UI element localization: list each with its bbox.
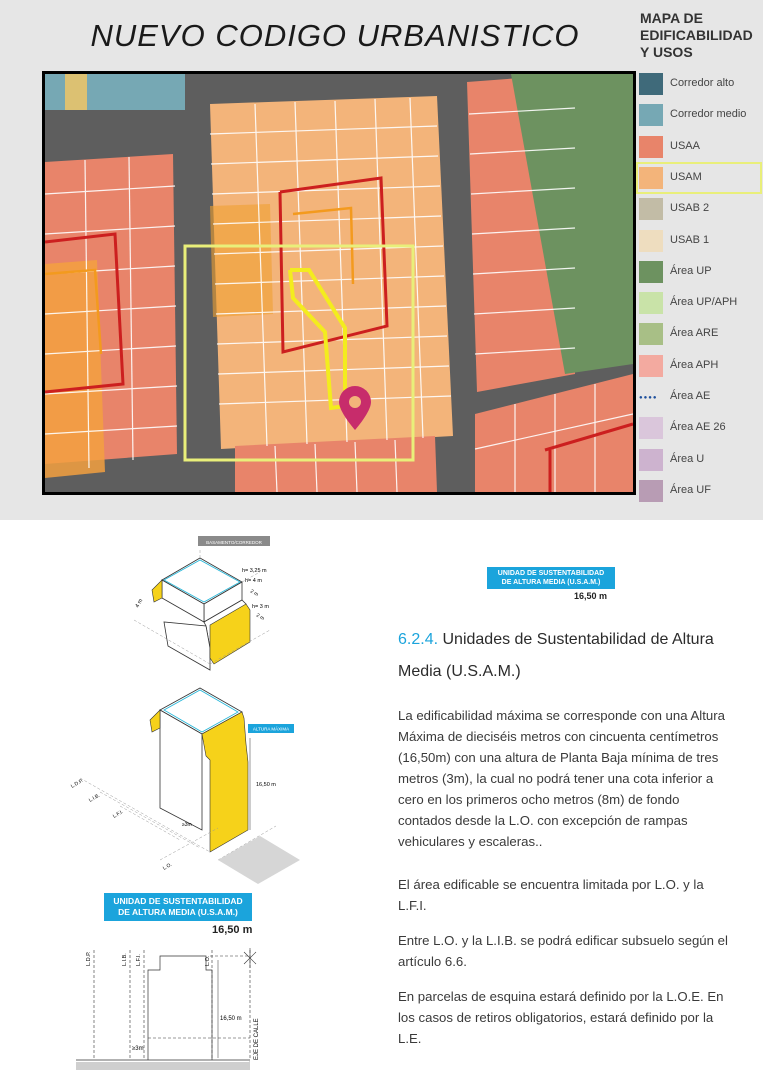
legend-item [638,133,760,161]
section-tag: UNIDAD DE SUSTENTABILIDAD DE ALTURA MEDIA (U.S.A.M.) [104,893,252,921]
legend-swatch [639,449,663,471]
axis-symbol-icon [244,948,256,968]
legend-swatch [639,417,663,439]
section-heading [398,624,743,688]
label-lo-sec: L.O. [205,955,211,966]
paragraph-1: La edificabilidad máxima se corresponde con una Altura Máxima de dieciséis metros con cincuenta centímetros (16,50m) con una altura de Planta Baja mínima de tres metros (3m), la cual no podrá tener una cota inferior a cero en los primeros ocho metros (8m) de fondo contados desde la L.O. con excepción de rampas vehiculares y escaleras.. [398,708,725,849]
legend-item [638,101,760,129]
usam-tag-height: 16,50 m [574,591,608,601]
label-lib-sec: L.I.B. [122,953,128,966]
label-h3: h= 3 m [252,604,269,610]
label-ldp-sec: L.D.P. [86,951,92,966]
usam-tag: UNIDAD DE SUSTENTABILIDAD DE ALTURA MEDIA (U.S.A.M.) [487,567,615,589]
isometric-diagram [60,530,380,1075]
legend-label: USAB 1 [670,233,710,246]
legend-title: MAPA DE EDIFICABILIDAD Y USOS [640,10,753,60]
legend-item [638,477,760,505]
legend-label: Área AE 26 [670,421,726,434]
heading-text: Unidades de Sustentabilidad de Altura Media (U.S.A.M.) [398,631,714,680]
legend-swatch [639,355,663,377]
map-panel [0,0,763,520]
legend-item [638,164,760,192]
legend-swatch [639,136,663,158]
legend-item [638,195,760,223]
legend-swatch [639,198,663,220]
label-lfi-sec: L.F.I. [136,954,142,966]
label-ge3-sec: ≥3m [132,1046,144,1052]
altura-tag: ALTURA MÁXIMA [252,726,290,732]
label-lo-iso: L.O. [162,861,174,872]
label-h4: h= 4 m [245,578,262,584]
paragraph-2: El área edificable se encuentra limitada por L.O. y la L.F.I. [398,877,704,913]
legend-item [638,227,760,255]
legend-swatch [639,292,663,314]
label-dim4: 4 m [134,598,145,609]
legend-label: Área ARE [670,327,719,340]
label-ge3-iso: ≥3m [182,822,192,828]
label-lfi-iso: L.F.I. [112,809,125,820]
legend-item [638,446,760,474]
section-height: 16,50 m [212,924,253,936]
document-section [0,520,763,1080]
label-h1650-iso: 16,50 m [256,782,276,788]
legend-swatch [639,323,663,345]
legend-swatch [639,167,663,189]
legend-item [638,258,760,286]
basamento-tag: BASAMENTO/CORREDOR [206,540,262,545]
label-lib-iso: L.I.B. [88,792,102,804]
label-dim2b: 2 m [255,612,266,622]
heading-number: 6.2.4. [398,631,439,648]
legend-label: Área U [670,452,705,465]
legend-label: USAM [670,170,702,183]
legend-item [638,414,760,442]
paragraph-4: En parcelas de esquina estará definido por la L.O.E. En los casos de retiros obligatorios, estará definido por la L.E. [398,989,724,1046]
label-ldp-iso: L.D.P. [70,777,85,790]
page-title: NUEVO CODIGO URBANISTICO [90,18,580,53]
legend-item [638,352,760,380]
legend-swatch [639,480,663,502]
legend-label: Área UP [670,264,712,277]
label-dim2a: 2 m [249,588,260,598]
legend-label: Área UP/APH [670,296,738,309]
legend-swatch [639,73,663,95]
legend-swatch [639,261,663,283]
label-h325: h= 3,25 m [242,568,267,574]
legend-swatch [639,104,663,126]
aerial-map-image [45,74,633,492]
legend-label: USAA [670,139,700,152]
legend-label: Área UF [670,483,711,496]
legend-item [638,70,760,98]
zoning-map [42,71,636,495]
label-h1650-sec: 16,50 m [220,1016,242,1022]
legend-label: Corredor medio [670,108,747,121]
legend-label: Corredor alto [670,77,735,89]
legend-label: USAB 2 [670,202,710,215]
legend-label: Área AE [670,390,711,402]
label-eje-sec: EJE DE CALLE [254,1018,260,1060]
legend-item [638,383,760,411]
legend-label: Área APH [670,358,719,371]
legend-item [638,320,760,348]
legend-item [638,289,760,317]
legend-swatch [639,230,663,252]
dotted-line-icon: ●●●● [639,395,658,401]
paragraph-3: Entre L.O. y la L.I.B. se podrá edificar subsuelo según el artículo 6.6. [398,933,728,969]
